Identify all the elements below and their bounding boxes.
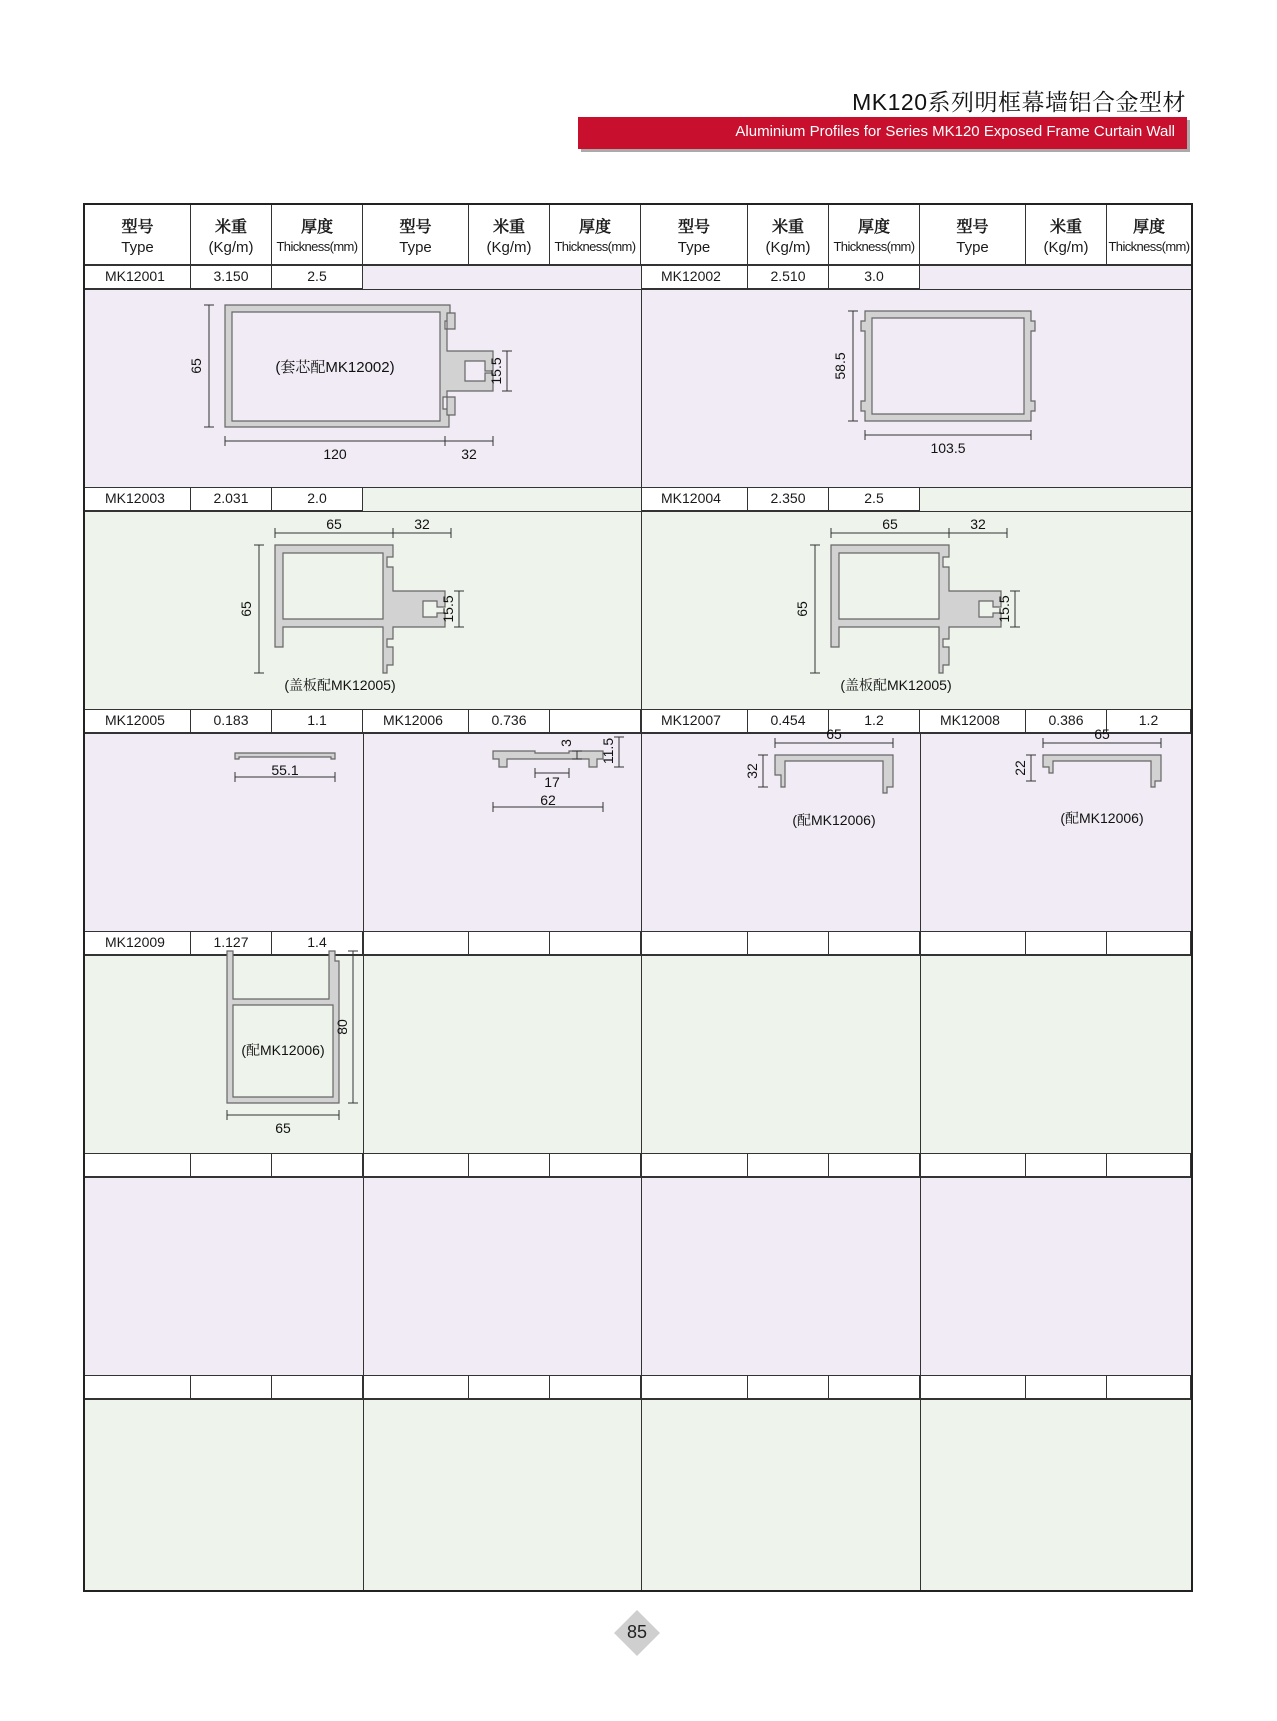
header-label-en: Type xyxy=(121,239,154,256)
info-cell-type: MK12007 xyxy=(641,709,748,733)
dimension-label: 11.5 xyxy=(600,737,616,765)
info-cell-thickness xyxy=(829,1375,920,1399)
dimension-label: 32 xyxy=(970,516,986,532)
dimension-label: 17 xyxy=(544,774,560,790)
dimension-label: (配MK12006) xyxy=(792,812,876,828)
info-cell-type: MK12003 xyxy=(85,487,191,511)
info-cell-type xyxy=(920,1153,1026,1177)
row-divider xyxy=(85,1375,1191,1376)
info-cell-thickness: 3.0 xyxy=(829,265,920,289)
header-label-cn: 米重 xyxy=(214,219,247,236)
row-divider xyxy=(85,931,1191,932)
profile-section xyxy=(1043,755,1161,787)
dimension-label: 65 xyxy=(326,516,342,532)
info-cell-weight xyxy=(1026,1153,1107,1177)
info-cell-weight xyxy=(191,1153,272,1177)
column-divider xyxy=(641,265,642,1590)
info-cell-thickness xyxy=(1107,1153,1191,1177)
title-banner xyxy=(578,117,1187,149)
info-cell-weight: 0.454 xyxy=(748,709,829,733)
header-cell xyxy=(1026,205,1107,265)
info-cell-weight: 0.386 xyxy=(1026,709,1107,733)
info-cell-weight xyxy=(191,1375,272,1399)
profile-section xyxy=(493,751,603,767)
profile-section xyxy=(831,545,1001,673)
info-cell-type: MK12004 xyxy=(641,487,748,511)
info-cell-thickness xyxy=(829,931,920,955)
info-cell-type xyxy=(363,1153,469,1177)
row-divider xyxy=(85,265,1191,266)
info-cell-thickness xyxy=(550,1153,641,1177)
dimension-label: 15.5 xyxy=(488,357,504,385)
info-cell-weight: 1.127 xyxy=(191,931,272,955)
header-label-cn: 厚度 xyxy=(1132,219,1165,236)
info-cell-thickness xyxy=(829,1153,920,1177)
row-divider xyxy=(85,1153,1191,1154)
info-cell-thickness xyxy=(1107,1375,1191,1399)
dimension-label: 22 xyxy=(1012,760,1028,776)
info-cell-type: MK12006 xyxy=(363,709,469,733)
header-label-en: Thickness(mm) xyxy=(554,239,636,254)
page-title-en: Aluminium Profiles for Series MK120 Exposed Frame Curtain Wall xyxy=(735,123,1175,140)
row-divider xyxy=(85,709,1191,710)
header-label-cn: 米重 xyxy=(1049,219,1082,236)
info-cell-type xyxy=(920,931,1026,955)
page-title-cn: MK120系列明框幕墙铝合金型材 xyxy=(852,89,1186,115)
dimension-label: 65 xyxy=(794,601,810,617)
header-label-en: Type xyxy=(399,239,432,256)
info-cell-type: MK12009 xyxy=(85,931,191,955)
dimension-label: 65 xyxy=(275,1120,291,1136)
info-cell-weight: 2.350 xyxy=(748,487,829,511)
dimension-label: 65 xyxy=(188,358,204,374)
row-divider xyxy=(85,1177,1191,1178)
dimension-label: 15.5 xyxy=(440,595,456,623)
dimension-label: (盖板配MK12005) xyxy=(840,677,952,693)
info-cell-type: MK12008 xyxy=(920,709,1026,733)
dimension-label: (套芯配MK12002) xyxy=(275,359,395,376)
header-label-en: Type xyxy=(956,239,989,256)
profile-section xyxy=(775,755,893,793)
info-cell-weight: 0.736 xyxy=(469,709,550,733)
header-label-en: Thickness(mm) xyxy=(276,239,358,254)
header-label-en: (Kg/m) xyxy=(765,239,811,256)
profile-section xyxy=(275,545,445,673)
info-cell-thickness xyxy=(550,1375,641,1399)
header-cell xyxy=(85,205,191,265)
header-cell xyxy=(469,205,550,265)
dimension-label: 65 xyxy=(826,726,842,742)
header-label-en: Thickness(mm) xyxy=(1108,239,1190,254)
dimension-label: (配MK12006) xyxy=(1060,810,1144,826)
row-divider xyxy=(85,1399,1191,1400)
dimension-label: 15.5 xyxy=(996,595,1012,623)
column-divider xyxy=(363,733,364,1590)
header-label-cn: 型号 xyxy=(677,219,710,236)
header-label-en: (Kg/m) xyxy=(486,239,532,256)
header-label-cn: 厚度 xyxy=(857,219,890,236)
header-label-en: (Kg/m) xyxy=(1043,239,1089,256)
info-cell-thickness xyxy=(550,931,641,955)
info-cell-type xyxy=(85,1153,191,1177)
dimension-label: 80 xyxy=(334,1019,350,1035)
profile-table xyxy=(83,203,1193,1592)
profile-mk12006-drawing xyxy=(483,723,663,833)
header-cell xyxy=(748,205,829,265)
profile-mk12009-drawing xyxy=(203,943,403,1136)
info-cell-type xyxy=(641,931,748,955)
header-label-en: Type xyxy=(677,239,711,256)
row-divider xyxy=(85,289,1191,290)
header-label-en: (Kg/m) xyxy=(208,239,254,256)
header-label-cn: 厚度 xyxy=(578,219,611,236)
info-cell-thickness: 2.5 xyxy=(829,487,920,511)
dimension-label: 65 xyxy=(238,601,254,617)
profile-section xyxy=(235,753,335,759)
profile-mk12002-drawing xyxy=(832,305,1145,456)
dimension-label: 120 xyxy=(323,446,347,462)
info-cell-type xyxy=(363,1375,469,1399)
header-cell xyxy=(1107,205,1191,265)
dimension-label: 58.5 xyxy=(832,352,848,380)
info-cell-weight xyxy=(748,1153,829,1177)
header-label-cn: 型号 xyxy=(121,219,154,236)
profile-mk12008-drawing xyxy=(1013,715,1213,835)
info-cell-type: MK12002 xyxy=(641,265,748,289)
dimension-label: (盖板配MK12005) xyxy=(284,677,396,693)
info-cell-weight: 2.031 xyxy=(191,487,272,511)
info-cell-type: MK12001 xyxy=(85,265,191,289)
info-cell-weight xyxy=(469,1153,550,1177)
info-cell-thickness: 1.2 xyxy=(1107,709,1191,733)
info-cell-weight: 0.183 xyxy=(191,709,272,733)
profile-section xyxy=(861,311,1035,421)
info-cell-type xyxy=(641,1375,748,1399)
info-cell-weight: 2.510 xyxy=(748,265,829,289)
dimension-label: 32 xyxy=(414,516,430,532)
header-label-cn: 型号 xyxy=(956,219,989,236)
header-cell xyxy=(920,205,1026,265)
info-cell-thickness xyxy=(1107,931,1191,955)
dimension-label: 32 xyxy=(461,446,477,462)
dimension-label: 55.1 xyxy=(271,762,299,778)
info-cell-weight xyxy=(1026,931,1107,955)
profile-mk12001-drawing xyxy=(185,295,625,465)
header-cell xyxy=(550,205,641,265)
profile-section xyxy=(227,951,339,1103)
info-cell-thickness: 1.2 xyxy=(829,709,920,733)
header-label-cn: 米重 xyxy=(492,219,525,236)
dimension-label: 103.5 xyxy=(930,440,966,456)
header-label-cn: 厚度 xyxy=(300,219,333,236)
dimension-label: 65 xyxy=(1094,726,1110,742)
header-label-en: Thickness(mm) xyxy=(833,239,915,254)
info-cell-thickness xyxy=(272,1375,363,1399)
info-cell-type: MK12005 xyxy=(85,709,191,733)
dimension-label: 62 xyxy=(540,792,556,808)
info-cell-weight xyxy=(748,1375,829,1399)
info-cell-thickness: 1.1 xyxy=(272,709,363,733)
dimension-label: (配MK12006) xyxy=(241,1042,325,1058)
info-cell-type xyxy=(641,1153,748,1177)
profile-mk12004-drawing xyxy=(794,516,1101,697)
row-band xyxy=(85,1375,1191,1590)
info-cell-thickness: 2.0 xyxy=(272,487,363,511)
info-cell-weight xyxy=(748,931,829,955)
info-cell-thickness: 1.4 xyxy=(272,931,363,955)
dimension-label: 65 xyxy=(882,516,898,532)
header-label-cn: 米重 xyxy=(771,219,804,236)
header-cell xyxy=(363,205,469,265)
header-cell xyxy=(829,205,920,265)
info-cell-type xyxy=(85,1375,191,1399)
profile-mk12003-drawing xyxy=(238,516,545,697)
row-divider xyxy=(85,487,1191,488)
info-cell-type xyxy=(920,1375,1026,1399)
dimension-label: 3 xyxy=(558,739,574,747)
info-cell-weight xyxy=(469,1375,550,1399)
info-cell-weight xyxy=(1026,1375,1107,1399)
header-cell xyxy=(641,205,748,265)
header-label-cn: 型号 xyxy=(399,219,432,236)
info-cell-thickness xyxy=(272,1153,363,1177)
page-number: 85 xyxy=(626,1622,648,1642)
row-band xyxy=(85,1153,1191,1375)
info-cell-thickness: 2.5 xyxy=(272,265,363,289)
info-cell-weight xyxy=(469,931,550,955)
info-cell-weight: 3.150 xyxy=(191,265,272,289)
header-cell xyxy=(272,205,363,265)
profile-mk12007-drawing xyxy=(745,715,945,835)
dimension-label: 32 xyxy=(744,763,760,779)
row-divider xyxy=(85,511,1191,512)
header-cell xyxy=(191,205,272,265)
column-divider xyxy=(920,733,921,1590)
profile-mk12005-drawing xyxy=(225,735,385,805)
